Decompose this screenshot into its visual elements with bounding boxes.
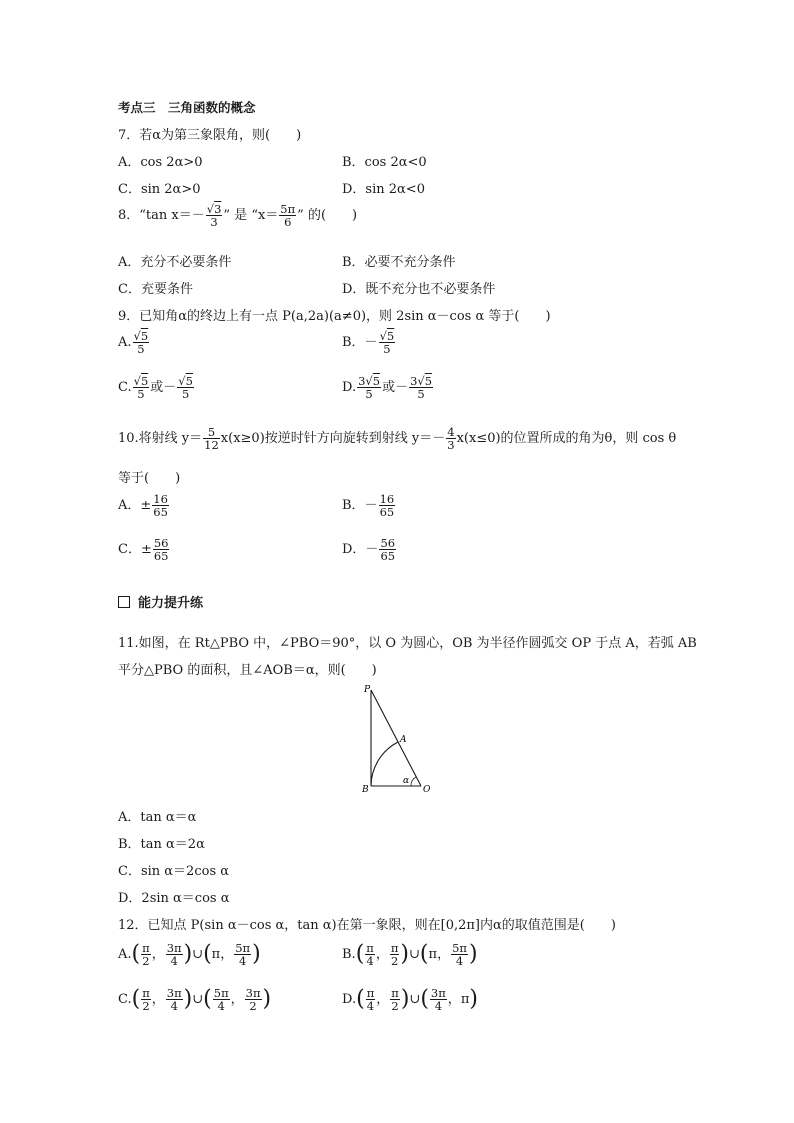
angle-alpha-mark <box>411 777 416 786</box>
q7-option-b: B．cos 2α<0 <box>342 155 427 170</box>
label-alpha: α <box>403 776 410 786</box>
q10-stem: 10.将射线 y＝ $\frac{5}{12}$ x(x≥0)按逆时针方向旋转到射线 y＝－ $\frac{4}{3}$ x(x≤0)的位置所成的角为θ，则 cos θ <box>118 425 677 453</box>
q11-option-a: A．tan α＝α <box>118 810 197 825</box>
ability-section-title: 能力提升练 <box>118 592 203 611</box>
label-a: A <box>400 735 407 745</box>
q10-option-b: B．－ $\frac{16}{65}$ <box>342 492 395 520</box>
q11-stem-line2: 平分△PBO 的面积，且∠AOB＝α，则( ) <box>118 663 377 678</box>
arc-ab <box>371 742 398 786</box>
q9-option-d: D. $\frac{3√5}{5}$ 或－ $\frac{3√5}{5}$ <box>342 374 433 402</box>
q11-option-d: D．2sin α＝cos α <box>118 891 230 906</box>
q9-option-c: C. $\frac{√5}{5}$ 或－ $\frac{√5}{5}$ <box>118 374 193 402</box>
q7-stem: 7．若α为第三象限角，则( ) <box>118 128 302 143</box>
q11-option-c: C．sin α＝2cos α <box>118 864 230 879</box>
q10-option-c: C．± $\frac{56}{65}$ <box>118 536 169 564</box>
q9-option-b: B．－ $\frac{√5}{5}$ <box>342 329 395 357</box>
q9-option-a: A. $\frac{√5}{5}$ <box>118 329 149 357</box>
q8-option-b: B．必要不充分条件 <box>342 255 456 270</box>
q10-option-d: D．－ $\frac{56}{65}$ <box>342 536 396 564</box>
q10-stem-line2: 等于( ) <box>118 471 181 486</box>
q11-figure <box>355 682 440 794</box>
section-title: 考点三 三角函数的概念 <box>118 100 256 115</box>
q11-option-b: B．tan α＝2α <box>118 837 205 852</box>
checkbox-icon <box>118 596 130 608</box>
label-o: O <box>423 785 431 794</box>
q7-option-a: A．cos 2α>0 <box>118 155 203 170</box>
label-p: P <box>364 685 371 695</box>
q9-stem: 9．已知角α的终边上有一点 P(a,2a)(a≠0)，则 2sin α－cos α 等于( ) <box>118 309 551 324</box>
q12-option-b: B.( $\frac{\pi}{4}$ ， $\frac{\pi}{2}$ )∪(π， $\frac{5\pi}{4}$ ) <box>342 941 478 969</box>
q10-option-a: A．± $\frac{16}{65}$ <box>118 492 168 520</box>
q12-option-d: D.( $\frac{\pi}{4}$ ， $\frac{\pi}{2}$ )∪( $\frac{3\pi}{4}$ ，π) <box>342 986 478 1014</box>
q12-stem: 12．已知点 P(sin α－cos α，tan α)在第一象限，则在[0,2π]内α的取值范围是( ) <box>118 918 616 933</box>
label-b: B <box>362 785 369 794</box>
q8-option-a: A．充分不必要条件 <box>118 255 232 270</box>
q11-stem: 11.如图，在 Rt△PBO 中，∠PBO＝90°，以 O 为圆心，OB 为半径作圆弧交 OP 于点 A，若弧 AB <box>118 636 697 651</box>
segment-po <box>371 690 421 786</box>
q12-option-c: C.( $\frac{\pi}{2}$ ， $\frac{3\pi}{4}$ )∪( $\frac{5\pi}{4}$ ， $\frac{3\pi}{2}$ ) <box>118 986 272 1014</box>
q8-stem: 8．“tan x＝－ $\frac{√3}{3}$ ” 是 “x＝ $\frac{5\pi}{6}$ ” 的( ) <box>118 202 358 230</box>
q12-option-a: A.( $\frac{\pi}{2}$ ， $\frac{3\pi}{4}$ )∪(π， $\frac{5\pi}{4}$ ) <box>118 941 261 969</box>
q7-option-c: C．sin 2α>0 <box>118 182 201 197</box>
q7-option-d: D．sin 2α<0 <box>342 182 425 197</box>
q8-option-d: D．既不充分也不必要条件 <box>342 282 496 297</box>
q8-option-c: C．充要条件 <box>118 282 193 297</box>
